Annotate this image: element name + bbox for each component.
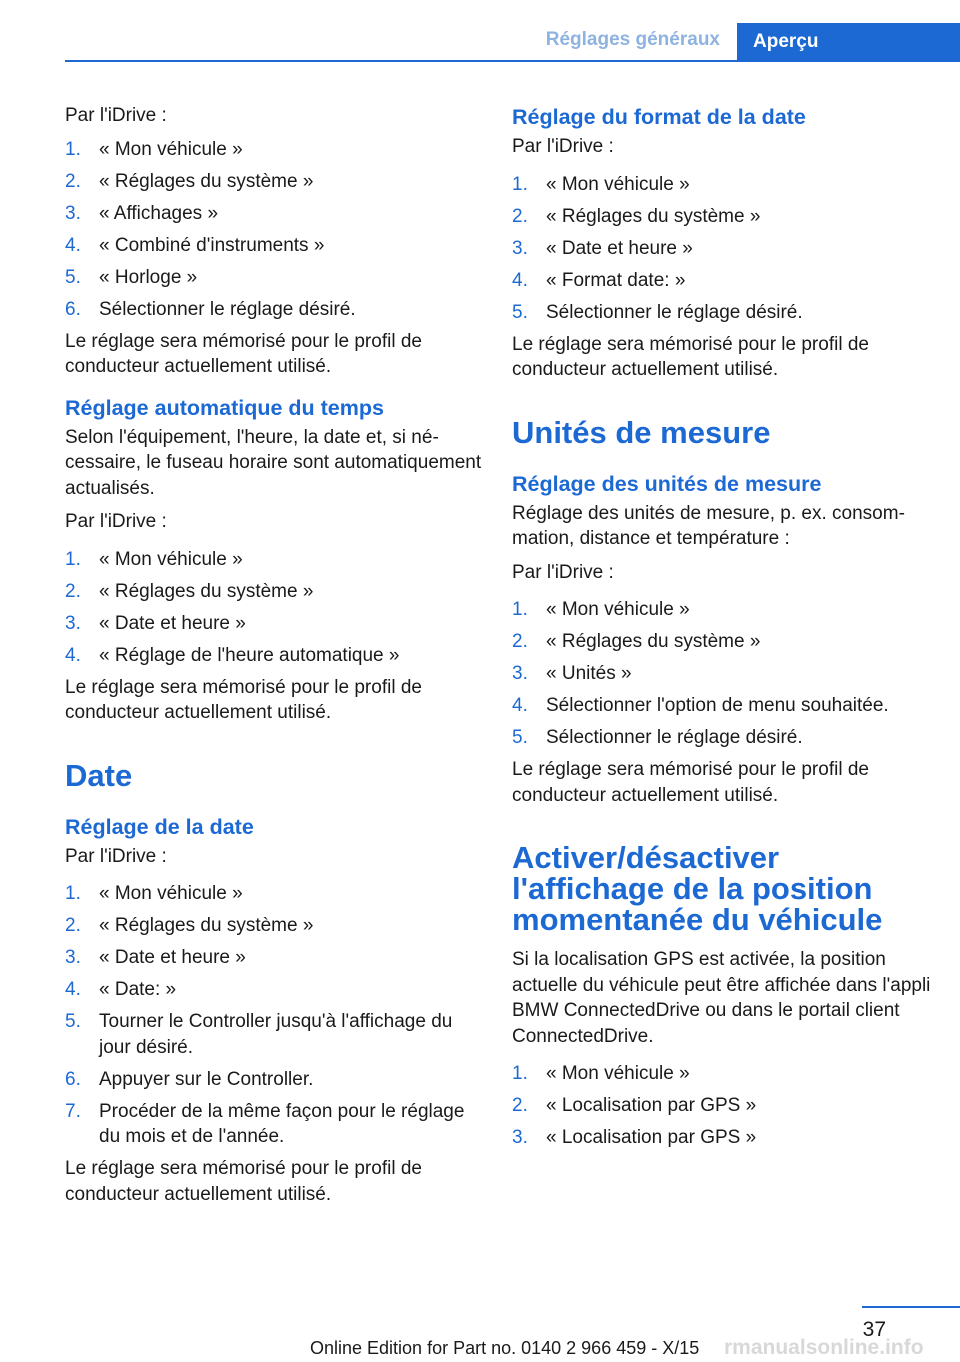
list-item-text: « Mon véhicule » <box>546 599 690 620</box>
list-item-number: 3. <box>65 202 81 224</box>
list-item <box>512 725 932 751</box>
list-item-number: 1. <box>65 883 81 904</box>
list-item <box>512 300 932 326</box>
profile-note: Le réglage sera mémorisé pour le profil de conducteur actuellement utilisé. <box>512 333 869 380</box>
list-item-text: « Affichages » <box>99 202 219 224</box>
watermark: rmanualsonline.info <box>724 1336 924 1359</box>
units-steps-list <box>512 597 932 751</box>
list-item <box>512 693 932 719</box>
list-item-text: « Format date: » <box>546 269 686 291</box>
list-item-text: « Mon véhicule » <box>99 883 243 904</box>
list-item-number: 5. <box>512 727 528 748</box>
date-format-steps-list <box>512 172 932 326</box>
list-item-number: 2. <box>512 631 528 652</box>
list-item-text: « Date: » <box>99 979 177 1000</box>
units-description: Réglage des unités de mesure, p. ex. consommation, distance et température : <box>512 502 905 549</box>
list-item <box>512 1125 932 1151</box>
list-item <box>65 881 483 907</box>
list-item-text: Sélectionner le réglage désiré. <box>546 727 803 748</box>
list-item <box>65 579 483 605</box>
date-section-heading: Date <box>65 757 133 793</box>
list-item-text: « Unités » <box>546 663 632 684</box>
date-format-heading: Réglage du format de la date <box>512 105 806 129</box>
list-item-number: 2. <box>65 580 81 602</box>
list-item-text: « Réglages du système » <box>546 205 761 227</box>
footer-rule <box>862 1306 960 1308</box>
auto-time-description: Selon l'équipement, l'heure, la date et, si nécessaire, le fuseau horaire sont automatiquement actualisés. <box>65 426 482 499</box>
profile-note: Le réglage sera mémorisé pour le profil de conducteur actuellement utilisé. <box>512 759 869 806</box>
list-item-number: 7. <box>65 1100 81 1122</box>
intro-paragraph: Par l'iDrive : <box>65 105 167 126</box>
list-item-number: 4. <box>512 695 528 716</box>
list-item-text: « Horloge » <box>99 266 198 288</box>
list-item <box>512 236 932 262</box>
list-item <box>65 169 483 195</box>
profile-note: Le réglage sera mémorisé pour le profil de conducteur actuellement utilisé. <box>65 676 422 723</box>
list-item <box>512 597 932 623</box>
list-item <box>65 945 483 971</box>
list-item <box>65 265 483 291</box>
list-item-text: Tourner le Controller jusqu'à l'affichage du jour désiré. <box>99 1011 453 1058</box>
list-item <box>65 233 483 259</box>
header-tab: Aperçu <box>737 23 960 61</box>
list-item-number: 1. <box>512 1063 528 1084</box>
list-item-number: 4. <box>65 234 81 256</box>
list-item-number: 4. <box>65 644 81 666</box>
list-item-text: « Date et heure » <box>99 947 246 968</box>
page-number: 37 <box>862 1318 886 1341</box>
edition-text: Online Edition for Part no. 0140 2 966 459 - X/15 <box>310 1338 700 1358</box>
list-item-number: 3. <box>512 237 528 259</box>
list-item-number: 1. <box>512 599 528 620</box>
list-item-text: « Réglages du système » <box>546 631 761 652</box>
list-item-number: 2. <box>65 170 81 192</box>
list-item-text: « Mon véhicule » <box>99 548 243 570</box>
date-format-idrive: Par l'iDrive : <box>512 136 614 157</box>
list-item-number: 3. <box>65 612 81 634</box>
list-item <box>65 297 483 323</box>
list-item-number: 2. <box>512 1095 528 1116</box>
units-section-heading: Unités de mesure <box>512 414 771 450</box>
list-item-text: « Date et heure » <box>99 612 246 634</box>
profile-note: Le réglage sera mémorisé pour le profil de conducteur actuellement utilisé. <box>65 330 422 377</box>
left-column <box>65 103 483 1215</box>
list-item <box>512 204 932 230</box>
right-column <box>512 103 932 1157</box>
list-item <box>512 268 932 294</box>
date-idrive: Par l'iDrive : <box>65 845 167 867</box>
clock-steps-list <box>65 137 483 323</box>
list-item-text: « Réglages du système » <box>99 580 314 602</box>
auto-time-heading: Réglage automatique du temps <box>65 395 384 420</box>
gps-steps-list <box>512 1061 932 1151</box>
list-item <box>65 1067 483 1093</box>
list-item <box>65 1009 483 1060</box>
list-item <box>65 201 483 227</box>
list-item <box>65 547 483 573</box>
profile-note: Le réglage sera mémorisé pour le profil de conducteur actuellement utilisé. <box>65 1158 422 1205</box>
list-item <box>512 1061 932 1087</box>
list-item <box>512 172 932 198</box>
list-item <box>512 1093 932 1119</box>
list-item-number: 3. <box>512 1127 528 1148</box>
list-item-text: « Mon véhicule » <box>546 1063 690 1084</box>
list-item-text: « Mon véhicule » <box>546 173 690 195</box>
auto-time-idrive: Par l'iDrive : <box>65 511 167 532</box>
list-item-text: Sélectionner le réglage désiré. <box>546 301 803 323</box>
list-item-number: 5. <box>65 266 81 288</box>
list-item-number: 3. <box>512 663 528 684</box>
list-item-text: « Localisation par GPS » <box>546 1095 757 1116</box>
units-setting-heading: Réglage des unités de mesure <box>512 471 822 496</box>
list-item-text: « Mon véhicule » <box>99 138 243 160</box>
list-item <box>65 913 483 939</box>
list-item-text: Sélectionner le réglage désiré. <box>99 298 356 320</box>
list-item-text: Sélectionner l'option de menu souhaitée. <box>546 695 889 716</box>
list-item-text: Appuyer sur le Controller. <box>99 1068 314 1090</box>
list-item <box>512 661 932 687</box>
gps-section-heading: Activer/désactiver l'affichage de la position momentanée du véhicule <box>512 840 883 937</box>
date-steps-list <box>65 881 483 1150</box>
list-item-text: « Localisation par GPS » <box>546 1127 757 1148</box>
list-item-number: 1. <box>65 138 81 160</box>
list-item-number: 3. <box>65 947 81 968</box>
list-item-text: « Combiné d'instruments » <box>99 234 325 256</box>
list-item <box>65 977 483 1003</box>
list-item-number: 4. <box>65 979 81 1000</box>
auto-time-steps-list <box>65 547 483 669</box>
list-item-number: 6. <box>65 1068 81 1090</box>
list-item-number: 5. <box>512 301 528 323</box>
list-item-number: 1. <box>65 548 81 570</box>
list-item-number: 6. <box>65 298 81 320</box>
list-item-number: 5. <box>65 1011 81 1032</box>
list-item <box>65 137 483 163</box>
units-idrive: Par l'iDrive : <box>512 561 614 583</box>
list-item-number: 2. <box>65 915 81 936</box>
list-item <box>65 611 483 637</box>
list-item-text: « Réglages du système » <box>99 915 314 936</box>
list-item <box>65 1099 483 1150</box>
list-item-number: 1. <box>512 173 528 195</box>
list-item-number: 2. <box>512 205 528 227</box>
list-item-number: 4. <box>512 269 528 291</box>
list-item <box>512 629 932 655</box>
list-item-text: Procéder de la même façon pour le réglage du mois et de l'année. <box>99 1100 465 1147</box>
gps-description: Si la localisation GPS est activée, la position actuelle du véhicule peut être affichée dans l'appli BMW ConnectedDrive ou dans le portail client ConnectedDrive. <box>512 949 931 1047</box>
list-item-text: « Date et heure » <box>546 237 693 259</box>
date-setting-heading: Réglage de la date <box>65 814 254 839</box>
list-item-text: « Réglages du système » <box>99 170 314 192</box>
list-item-text: « Réglage de l'heure automatique » <box>99 644 400 666</box>
header-section-label: Réglages généraux <box>545 29 720 50</box>
list-item <box>65 643 483 669</box>
